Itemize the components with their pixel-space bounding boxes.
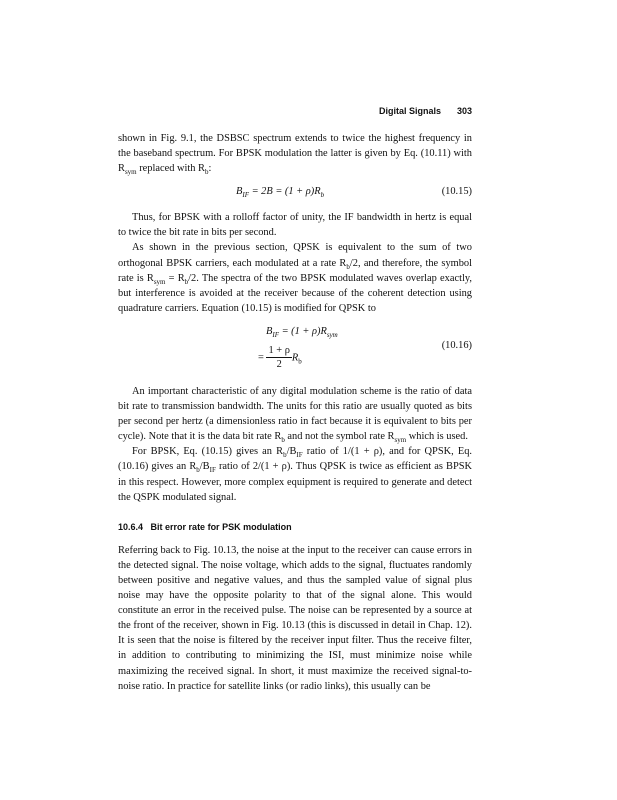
paragraph-5: For BPSK, Eq. (10.15) gives an $R_b/B_{IF}$ ratio of 1/(1 + ρ), and for QPSK, Eq. (10.16) gives an $R_b/B_{IF}$ ratio of 2/(1 + ρ). Thus QPSK is twice as efficient as BPSK in this respect. However, more complex equipment is required to generate and detect the QSPK modulated signal. xyxy=(118,446,473,503)
equation-number: (10.15) xyxy=(441,186,472,198)
paragraph-4: An important characteristic of any digital modulation scheme is the ratio of data bit rate to transmission bandwidth. The units for this ratio are usually quoted as bits per second per hertz (a dimensionless ratio in fact because it is equivalent to bits per cycle). Note that it is the data bit rate $R_b$ and not the symbol rate $R_{sym}$ which is used. xyxy=(118,385,472,445)
paragraph-6: Referring back to Fig. 10.13, the noise at the input to the receiver can cause errors in the detected signal. The noise voltage, which adds to the signal, fluctuates randomly between positive and negative values, and thus the sampled value of signal plus noise may have the opposite polarity to that of the signal alone. This would constitute an error in the received pulse. The noise can be represented by a source at the front of the receiver, shown in Fig. 10.13 (this is discussed in detail in Chap. 12). It is seen that the noise is filtered by the receiver input filter. Thus the receive filter, in addition to contributing to minimizing the ISI, must minimize noise while maximizing the received signal. In short, it must maximize the received signal-to-noise ratio. In practice for satellite links (or radio links), this usually can be xyxy=(118,544,472,692)
paragraph-1: shown in Fig. 9.1, the DSBSC spectrum extends to twice the highest frequency in the baseband spectrum. For BPSK modulation the latter is given by Eq. (10.11) with $R_{sym}$ replaced with $R_b$: xyxy=(118,133,472,177)
page-number: 303 xyxy=(456,106,472,116)
fraction: $\frac{1 + \rho}{2}$ xyxy=(268,344,290,370)
header-title: Digital Signals xyxy=(378,106,441,116)
paragraph-3: As shown in the previous section, QPSK is equivalent to the sum of two orthogonal BPSK carriers, each modulated at a rate $R_b/2$, and therefore, the symbol rate is $R_{sym} = R_b/2$. The spectra of the two BPSK modulated waves overlap exactly, but interference is avoided at the receiver because of the coherent detection using quadrature carriers. Equation (10.15) is modified for QPSK to xyxy=(118,242,472,314)
equation-10-16: $B_{IF} = (1 + \rho)R_{sym}$ = $\frac{1 + \rho}{2}$ $R_b$ (10.16) xyxy=(258,325,472,370)
equation-number: (10.16) xyxy=(441,339,472,351)
body-text xyxy=(118,131,472,694)
paragraph-2: Thus, for BPSK with a rolloff factor of unity, the IF bandwidth in hertz is equal to twice the bit rate in bits per second. xyxy=(118,212,472,239)
running-header xyxy=(379,106,472,116)
equation-10-15: $B_{IF} = 2B = (1 + \rho)R_b$ (10.15) xyxy=(236,186,472,200)
section-heading: 10.6.4 Bit error rate for PSK modulation xyxy=(118,521,292,532)
